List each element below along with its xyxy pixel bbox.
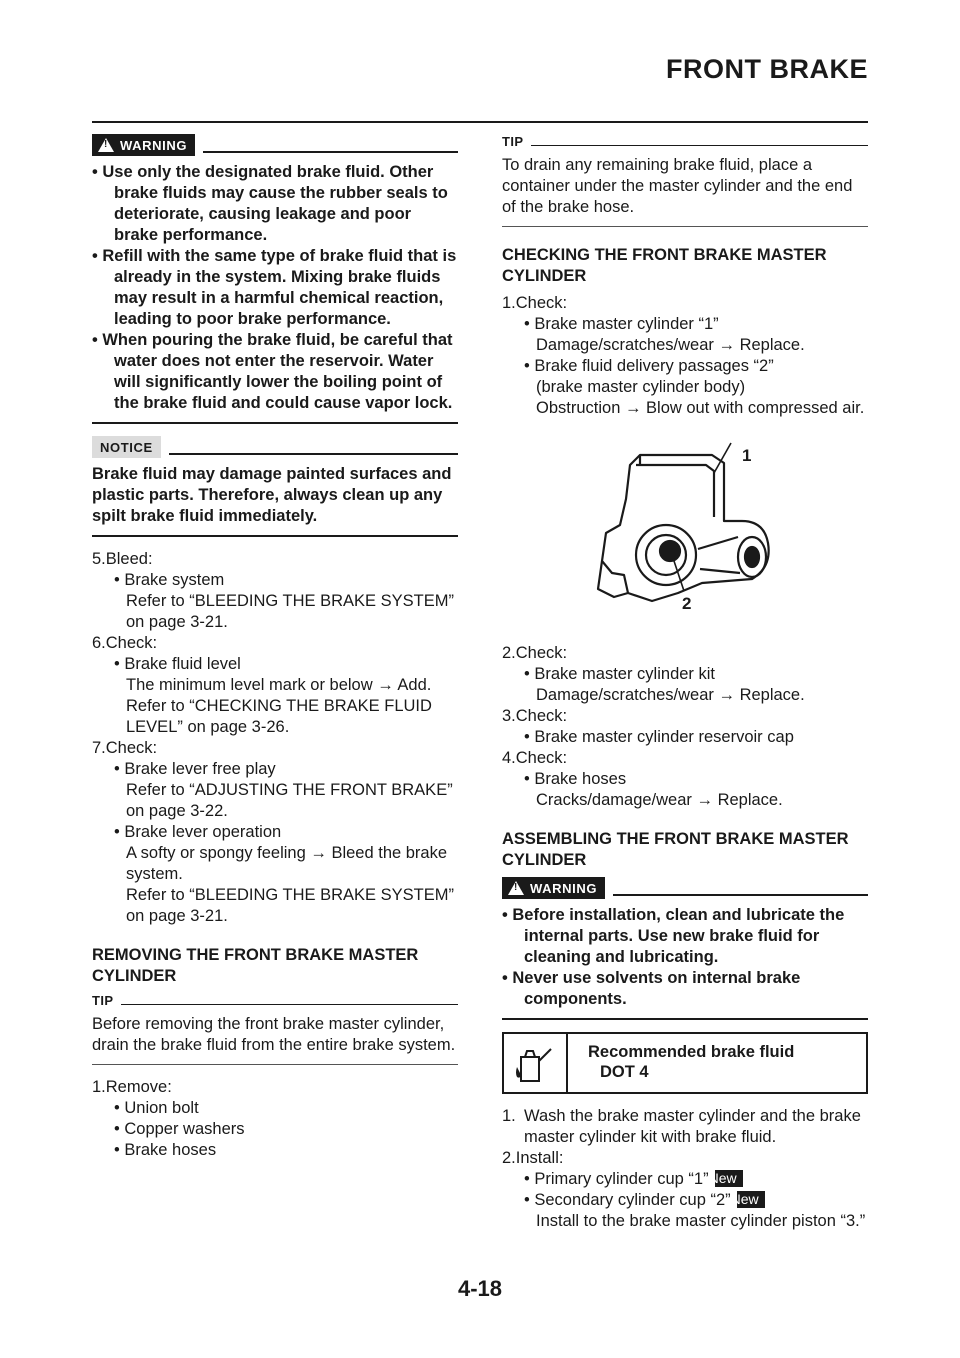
- header-rule: [92, 121, 868, 123]
- warning-item: • Refill with the same type of brake fluid that is already in the system. Mixing brake fluids may result in a harmful chemical reaction, leading to poor brake performance.: [92, 247, 457, 328]
- remove-step-1: 1.Remove: • Union bolt • Copper washers • Brake hoses: [92, 1077, 458, 1161]
- new-part-badge: New: [715, 1170, 743, 1187]
- tip-label: TIP: [92, 993, 114, 1008]
- warning-icon: !: [98, 138, 114, 152]
- check-step-3: 3.Check: • Brake master cylinder reservoir cap: [502, 707, 794, 746]
- assemble-step-2: 2.Install: • Primary cylinder cup “1”New • Secondary cylinder cup “2”New Install to the brake master cylinder piston “3.”: [502, 1149, 866, 1230]
- right-column: [502, 134, 868, 1232]
- assembling-heading: ASSEMBLING THE FRONT BRAKE MASTER CYLINDER: [502, 830, 849, 869]
- removing-heading: REMOVING THE FRONT BRAKE MASTER CYLINDER: [92, 946, 419, 985]
- page-title: FRONT BRAKE: [666, 54, 868, 84]
- step-7: 7.Check: • Brake lever free play Refer to “ADJUSTING THE FRONT BRAKE” on page 3-22. • Brake lever operation A softy or spongy feeling → Bleed the brake system. Refer to “BLEEDING THE BRAKE SYSTEM” on page 3-21.: [92, 739, 454, 925]
- notice-bar: [92, 436, 458, 458]
- check-step-4: 4.Check: • Brake hoses Cracks/damage/wear → Replace.: [502, 749, 783, 809]
- tip-bar: [92, 993, 458, 1008]
- warning-bar: [92, 134, 458, 156]
- list-item: • Union bolt: [114, 1099, 199, 1117]
- tip-text: To drain any remaining brake fluid, place a container under the master cylinder and the end of the brake hose.: [502, 156, 853, 216]
- figure-label-2: 2: [682, 594, 692, 613]
- list-item: • Copper washers: [114, 1120, 245, 1138]
- removing-tip-text: Before removing the front brake master cylinder, drain the brake fluid from the entire brake system.: [92, 1015, 456, 1054]
- notice-text: Brake fluid may damage painted surfaces and plastic parts. Therefore, always clean up any spilt brake fluid immediately.: [92, 465, 452, 525]
- figure-label-1: 1: [742, 446, 752, 465]
- assemble-step-1: 1. Wash the brake master cylinder and the brake master cylinder kit with brake fluid.: [502, 1107, 861, 1146]
- fluid-title: Recommended brake fluid: [588, 1043, 795, 1061]
- tip-label: TIP: [502, 134, 524, 149]
- warning-label: WARNING: [120, 137, 188, 153]
- warning-item: • Use only the designated brake fluid. Other brake fluids may cause the rubber seals to deteriorate, causing leakage and poor brake performance.: [92, 163, 448, 244]
- warning-icon: !: [508, 881, 524, 895]
- warning-item: • When pouring the brake fluid, be careful that water does not enter the reservoir. Water will significantly lower the boiling point of the brake fluid and could cause vapor lock.: [92, 331, 453, 412]
- warning-list: [92, 162, 458, 414]
- warning-bar: [502, 877, 868, 899]
- list-item: • Brake hoses: [114, 1141, 217, 1159]
- step-6: 6.Check: • Brake fluid level The minimum level mark or below → Add. Refer to “CHECKING THE BRAKE FLUID LEVEL” on page 3-26.: [92, 634, 432, 736]
- fluid-value: DOT 4: [600, 1063, 649, 1081]
- checking-heading: CHECKING THE FRONT BRAKE MASTER CYLINDER: [502, 246, 827, 285]
- new-part-badge: New: [737, 1191, 765, 1208]
- notice-badge: NOTICE: [92, 436, 161, 458]
- check-step-1: 1.Check: • Brake master cylinder “1” Damage/scratches/wear → Replace. • Brake fluid delivery passages “2” (brake master cylinder body) Obstruction → Blow out with compressed air.: [502, 294, 865, 417]
- master-cylinder-illustration: [502, 425, 868, 635]
- warning-badge: [92, 134, 195, 156]
- master-cylinder-figure: [502, 425, 868, 635]
- recommended-fluid-box: [502, 1032, 868, 1094]
- step-5: 5.Bleed: • Brake system Refer to “BLEEDING THE BRAKE SYSTEM” on page 3-21.: [92, 550, 454, 631]
- warning-badge: [502, 877, 605, 899]
- check-step-2: 2.Check: • Brake master cylinder kit Damage/scratches/wear → Replace.: [502, 644, 805, 704]
- tip-bar: [502, 134, 868, 149]
- warning-item: • Before installation, clean and lubricate the internal parts. Use new brake fluid for cleaning and lubricating.: [502, 906, 845, 966]
- assembly-warning-list: [502, 905, 868, 1010]
- warning-label: WARNING: [530, 880, 598, 896]
- warning-item: • Never use solvents on internal brake components.: [502, 969, 801, 1008]
- page-number: 4-18: [457, 1276, 503, 1301]
- left-column: [92, 134, 458, 1161]
- oil-can-icon: [504, 1034, 568, 1092]
